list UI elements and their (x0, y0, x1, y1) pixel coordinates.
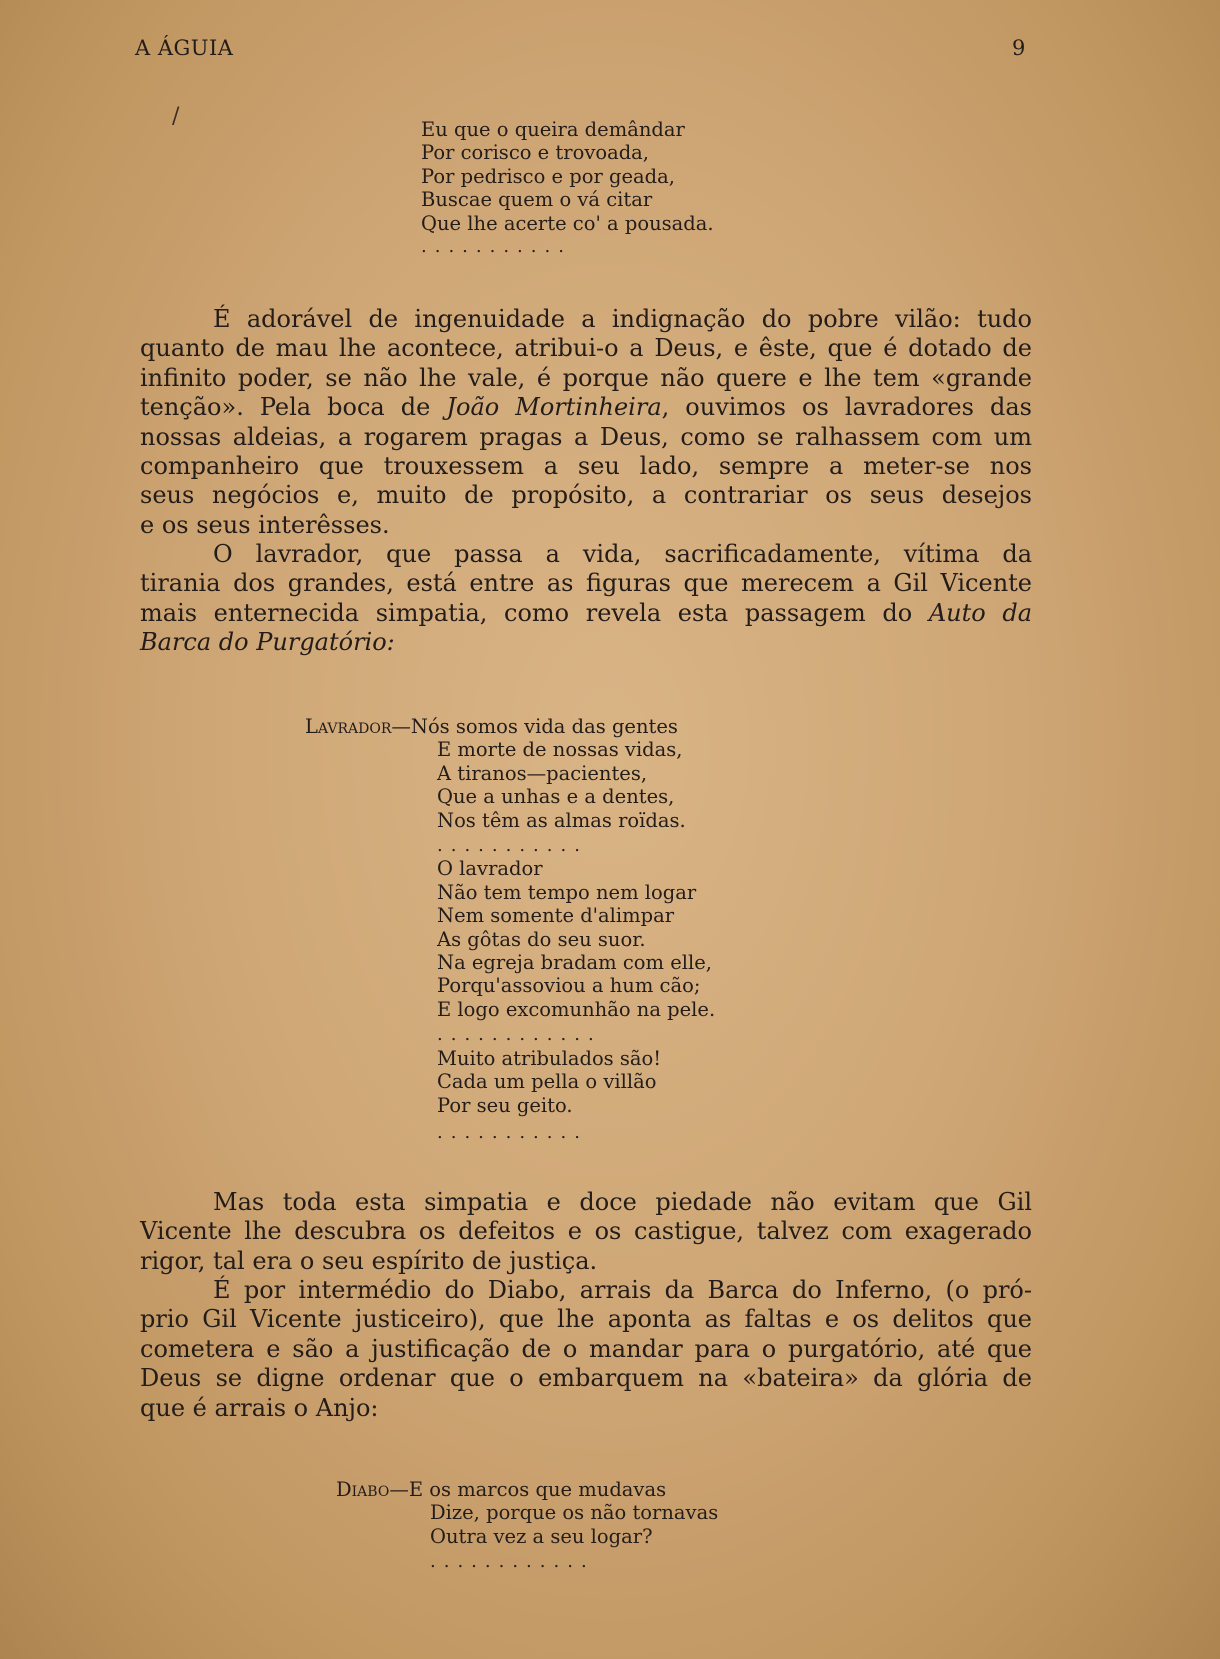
paragraph-4 (140, 1276, 1032, 1423)
paragraph-3 (140, 1188, 1032, 1276)
prose-line: O lavrador, que passa a vida, sacrificadamente, vítima da (213, 540, 1032, 568)
verse-stanza (336, 1501, 718, 1573)
speaker-name: Lavrador (305, 715, 392, 738)
verse-line: Porqu'assoviou a hum cão; (437, 974, 701, 998)
speaker-dash: — (391, 715, 411, 738)
prose-line: seus negócios e, muito de propósito, a contrariar os seus desejos (140, 481, 1032, 510)
verse-line: Eu que o queira demândar (421, 118, 685, 141)
verse-line: Outra vez a seu logar? (430, 1524, 653, 1548)
prose-text: tenção». Pela boca de (140, 393, 447, 422)
prose-text: , ouvimos os lavradores das (661, 393, 1032, 422)
verse-ellipsis: ............ (437, 1024, 602, 1046)
verse-line: E logo excomunhão na pele. (437, 997, 716, 1021)
prose-line: rigor, tal era o seu espírito de justiça. (140, 1246, 598, 1275)
italic-title: Barca do Purgatório: (140, 628, 395, 657)
verse-line: A tiranos—pacientes, (437, 761, 648, 785)
prose-line: Deus se digne ordenar que o embarquem na «bateira» da glória de (140, 1364, 1032, 1393)
prose-line: Mas toda esta simpatia e doce piedade não evitam que Gil (213, 1188, 1032, 1216)
verse-line: Por pedrisco e por geada, (421, 164, 675, 188)
prose-line (140, 599, 1032, 628)
verse-block-3 (336, 1478, 718, 1574)
verse-line: Por corisco e trovoada, (421, 141, 650, 165)
prose-line: É adorável de ingenuidade a indignação do pobre vilão: tudo (213, 305, 1032, 333)
verse-line: Que a unhas e a dentes, (437, 785, 675, 809)
verse-line: Cada um pella o villão (437, 1070, 657, 1094)
verse-line (336, 1478, 718, 1501)
italic-title: Auto da (928, 598, 1032, 627)
prose-line: cometera e são a justificação de o mandar para o purgatório, até que (140, 1334, 1032, 1363)
prose-line: É por intermédio do Diabo, arrais da Barca do Inferno, (o pró- (213, 1276, 1032, 1304)
prose-line: prio Gil Vicente justiceiro), que lhe aponta as faltas e os delitos que (140, 1305, 1032, 1334)
verse-line: Dize, porque os não tornavas (430, 1501, 719, 1525)
italic-name: João Mortinheira (446, 393, 662, 422)
verse-text: E os marcos que mudavas (408, 1478, 667, 1501)
verse-text: Nós somos vida das gentes (410, 715, 678, 738)
verse-line: Que lhe acerte co' a pousada. (421, 211, 714, 235)
page-number: 9 (1012, 36, 1026, 60)
verse-line (305, 715, 715, 738)
prose-line: companheiro que trouxessem a seu lado, sempre a meter-se nos (140, 452, 1032, 481)
verse-line: Por seu geito. (437, 1093, 573, 1117)
verse-block-1 (421, 118, 714, 258)
verse-ellipsis: ........... (437, 1121, 588, 1143)
verse-line: As gôtas do seu suor. (437, 927, 646, 951)
verse-line: O lavrador (437, 857, 543, 881)
verse-line: Muito atribulados são! (437, 1046, 662, 1070)
prose-line (140, 628, 1032, 657)
verse-ellipsis: ........... (437, 835, 588, 857)
prose-line: infinito poder, se não lhe vale, é porque não quere e lhe tem «grande (140, 363, 1032, 392)
verse-line: E morte de nossas vidas, (437, 738, 683, 762)
speaker-dash: — (389, 1478, 409, 1501)
speaker-name: Diabo (336, 1478, 390, 1501)
verse-line: Nem somente d'alimpar (437, 904, 675, 928)
paragraph-2 (140, 540, 1032, 658)
paragraph-1 (140, 305, 1032, 540)
stray-pencil-mark: / (172, 104, 180, 129)
verse-line: Na egreja bradam com elle, (437, 951, 712, 975)
verse-line: Buscae quem o vá citar (421, 188, 653, 212)
prose-line: tirania dos grandes, está entre as figuras que merecem a Gil Vicente (140, 569, 1032, 598)
prose-line: Vicente lhe descubra os defeitos e os castigue, talvez com exagerado (140, 1217, 1032, 1246)
prose-line: que é arrais o Anjo: (140, 1393, 379, 1422)
prose-line: nossas aldeias, a rogarem pragas a Deus, como se ralhassem com um (140, 422, 1032, 451)
prose-text: mais enternecida simpatia, como revela esta passagem do (140, 598, 929, 627)
verse-block-2 (305, 715, 715, 1144)
verse-stanza (305, 738, 715, 1144)
verse-line: Nos têm as almas roïdas. (437, 808, 686, 832)
verse-ellipsis: ............ (430, 1551, 595, 1573)
running-header-title: A ÁGUIA (135, 36, 234, 60)
prose-line: e os seus interêsses. (140, 510, 390, 539)
verse-line: Não tem tempo nem logar (437, 880, 697, 904)
verse-ellipsis: ........... (421, 236, 572, 258)
prose-line: quanto de mau lhe acontece, atribui-o a Deus, e êste, que é dotado de (140, 334, 1032, 363)
prose-line (140, 393, 1032, 422)
